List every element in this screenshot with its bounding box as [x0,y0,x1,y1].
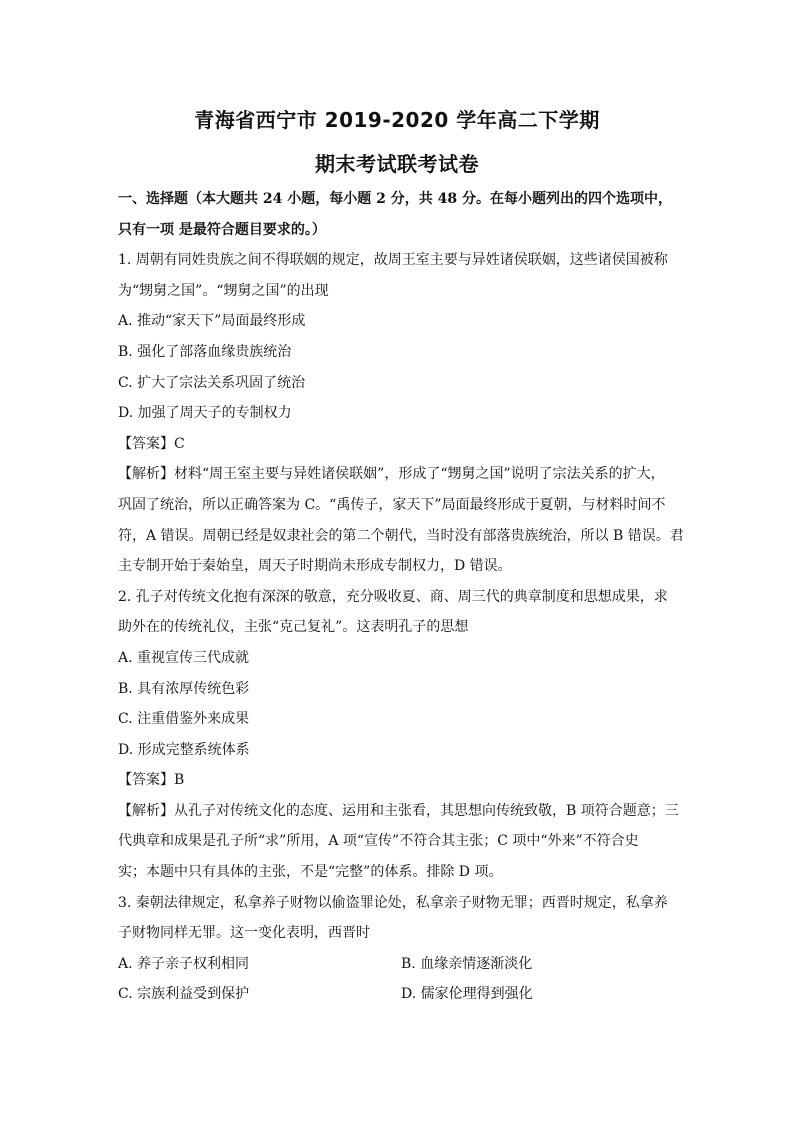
option-row [118,949,684,980]
analysis-line: 巩固了统治，所以正确答案为 C。“禹传子，家天下”局面最终形成于夏朝，与材料时间不 [118,496,666,513]
section-heading: 一、选择题（本大题共 24 小题，每小题 2 分，共 48 分。在每小题列出的四个选项中， [118,191,672,207]
option-b: B. 具有浓厚传统色彩 [118,680,250,697]
option-a: A. 重视宣传三代成就 [118,649,250,666]
analysis-line: 主专制开始于秦始皇，周天子时期尚未形成专制权力，D 错误。 [118,558,512,575]
option-d: D. 加强了周天子的专制权力 [118,405,292,422]
analysis-line: 【解析】从孔子对传统文化的态度、运用和主张看，其思想向传统致敬，B 项符合题意；三 [118,802,679,819]
exam-content [118,184,684,1010]
option-b: B. 血缘亲情逐渐淡化 [401,955,533,972]
option-row [118,979,684,1010]
option-b: B. 强化了部落血缘贵族统治 [118,343,292,360]
answer: 【答案】B [118,772,185,789]
question-2 [118,582,684,888]
option-d: D. 儒家伦理得到强化 [401,986,533,1003]
question-stem: 为“甥舅之国”。“甥舅之国”的出现 [118,282,329,299]
question-stem: 子财物同样无罪。这一变化表明，西晋时 [118,925,370,942]
option-a: A. 推动“家天下”局面最终形成 [118,313,306,330]
option-a: A. 养子亲子权利相同 [118,955,250,972]
question-3 [118,888,684,1010]
question-1 [118,245,684,582]
option-d: D. 形成完整系统体系 [118,741,250,758]
question-stem: 3. 秦朝法律规定，私拿养子财物以偷盗罪论处，私拿亲子财物无罪；西晋时规定，私拿养 [118,894,668,911]
page-title: 青海省西宁市 2019-2020 学年高二下学期 [194,108,600,132]
question-stem: 2. 孔子对传统文化抱有深深的敬意，充分吸收夏、商、周三代的典章制度和思想成果，求 [118,588,668,605]
answer: 【答案】C [118,435,185,452]
question-stem: 1. 周朝有同姓贵族之间不得联姻的规定，故周王室主要与异姓诸侯联姻，这些诸侯国被称 [118,252,668,269]
analysis-line: 代典章和成果是孔子所“求”所用，A 项“宣传”不符合其主张；C 项中“外来”不符合史 [118,833,639,850]
analysis-line: 实；本题中只有具体的主张，不是“完整”的体系。排除 D 项。 [118,864,503,881]
page-subtitle: 期末考试联考试卷 [315,152,479,176]
section-heading-cont: 只有一项 是最符合题目要求的。） [118,221,326,238]
option-c: C. 宗族利益受到保护 [118,986,250,1003]
analysis-line: 【解析】材料“周王室主要与异姓诸侯联姻”，形成了“甥舅之国”说明了宗法关系的扩大， [118,466,665,483]
option-c: C. 注重借鉴外来成果 [118,711,250,728]
question-stem: 助外在的传统礼仪，主张“克己复礼”。这表明孔子的思想 [118,619,469,636]
analysis-line: 符，A 错误。周朝已经是奴隶社会的第二个朝代，当时没有部落贵族统治，所以 B 错误。君 [118,527,684,544]
option-c: C. 扩大了宗法关系巩固了统治 [118,374,306,391]
